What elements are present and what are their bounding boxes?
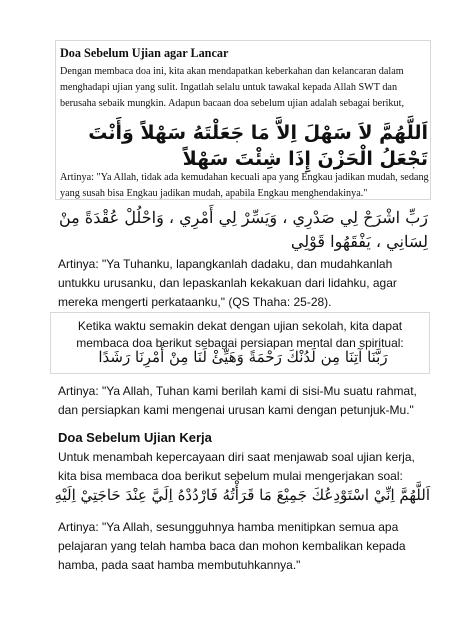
arabic-prayer-school: رَبَّنَا آتِنَا مِن لَدُنْكَ رَحْمَةً وَهَيِّئْ لَنَا مِنْ أَمْرِنَا رَشَدًا bbox=[98, 348, 388, 366]
arabic-prayer: اَللَّهُمَّ لاَ سَهْلَ اِلاَّ مَا جَعَلْتَهُ سَهْلاً وَأَنْتَ تَجْعَلُ الْحَزْنَ إِذَا شِئْتَ سَهْلاً bbox=[88, 122, 428, 170]
prayer-meaning-thaha: Artinya: "Ya Tuhanku, lapangkanlah dadaku, dan mudahkanlah untukku urusanku, dan lepaskanlah kekakuan dari lidahku, agar mereka mengerti perkataanku," (QS Thaha: 25-28). bbox=[58, 257, 397, 309]
prayer-meaning: Artinya: "Ya Allah, tidak ada kemudahan kecuali apa yang Engkau jadikan mudah, sedang yang susah bisa Engkau jadikan mudah, apabila Engkau menghendakinya." bbox=[60, 172, 429, 199]
arabic-prayer-work: اَللَّهُمَّ اِنِّيْ اسْتَوْدِعُكَ جَمِيْعَ مَا قَرَأْتُهُ فَارْدُدْهُ اِلَيَّ عِنْدَ حَاجَتِيْ اِلَيْهِ bbox=[54, 486, 430, 504]
intro-paragraph-work: Untuk menambah kepercayaan diri saat menjawab soal ujian kerja, kita bisa membaca doa berikut sebelum mulai mengerjakan soal: bbox=[58, 450, 415, 483]
section-title: Doa Sebelum Ujian agar Lancar bbox=[60, 46, 229, 60]
prayer-meaning-work: Artinya: "Ya Allah, sesungguhnya hamba menitipkan semua apa pelajaran yang telah hamba baca dan mohon kembalikan kepada hamba, pada saat hamba membutuhkannya." bbox=[58, 520, 406, 572]
arabic-prayer-thaha: رَبِّ اشْرَحْ لِي صَدْرِي ، وَيَسِّرْ لِي أَمْرِي ، وَاحْلُلْ عُقْدَةً مِنْ لِسَانِي ، يَفْقَهُوا قَوْلِي bbox=[58, 208, 428, 251]
intro-paragraph-school: Ketika waktu semakin dekat dengan ujian sekolah, kita dapat membaca doa berikut sebagai persiapan mental dan spiritual: bbox=[76, 319, 404, 350]
section-title-work: Doa Sebelum Ujian Kerja bbox=[58, 430, 212, 445]
intro-paragraph: Dengan membaca doa ini, kita akan mendapatkan keberkahan dan kelancaran dalam menghadapi ujian yang sulit. Ingatlah selalu untuk tawakal kepada Allah SWT dan berusaha sebaik mungkin. Adapun bacaan doa sebelum ujian adalah sebagai berikut, bbox=[60, 66, 404, 109]
prayer-meaning-school: Artinya: "Ya Allah, Tuhan kami berilah kami di sisi-Mu suatu rahmat, dan persiapkan kami mengenai urusan kami dengan petunjuk-Mu." bbox=[58, 384, 417, 417]
